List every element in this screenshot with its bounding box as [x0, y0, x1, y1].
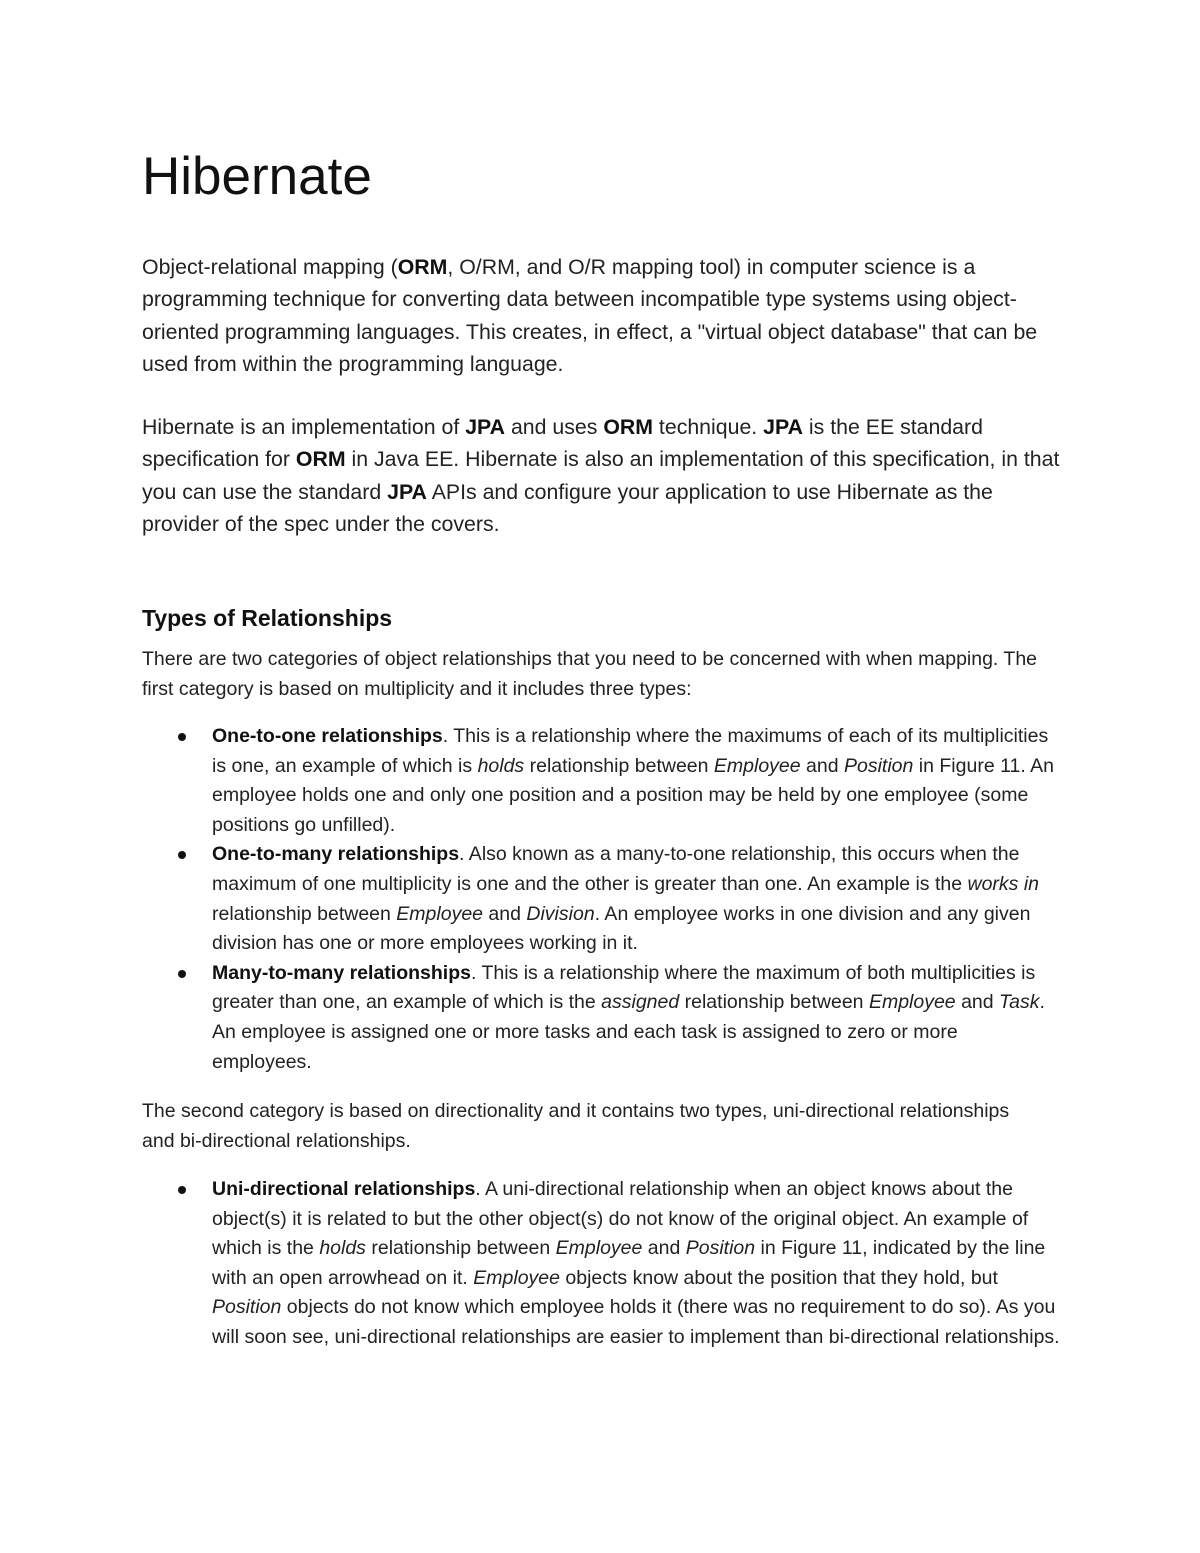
text-run: and [955, 991, 1000, 1014]
text-run: , O/RM, and O/R mapping tool) in computer science is a programming technique for converting data between incompatible type systems using object-oriented programming languages. This creates, in effect, a "virtual object database" that can be used from within the programming language. [142, 255, 1038, 376]
list-item [142, 959, 1062, 1077]
text-run: technique. [653, 415, 764, 439]
italic-term: Employee [473, 1266, 560, 1289]
multiplicity-list [142, 722, 1072, 1077]
text-run: objects know about the position that they hold, but [559, 1266, 998, 1289]
section-heading: Types of Relationships [142, 605, 393, 631]
list-item [142, 722, 1062, 840]
text-run: in Figure 11. An employee holds one and only one position and a position may be held by one employee (some positions go unfilled). [212, 754, 1054, 836]
italic-term: Employee [868, 991, 956, 1014]
bold-term: JPA [387, 479, 427, 504]
italic-term: Division [526, 902, 595, 925]
text-run: Hibernate is an implementation of [142, 415, 466, 439]
italic-term: Employee [396, 902, 484, 925]
text-run: Object-relational mapping ( [142, 255, 398, 279]
text-run: and uses [505, 415, 604, 439]
list-item-lead: Uni-directional relationships [212, 1178, 476, 1200]
text-run: relationship between [212, 902, 397, 925]
text-run: objects do not know which employee holds it (there was no requirement to do so). As you will soon see, uni-directional relationships are easier to implement than bi-directional relationships. [212, 1296, 1060, 1348]
text-run: in Java EE. Hibernate is also an implementation of this specification, in that you can use the standard [142, 447, 1060, 504]
italic-term: assigned [601, 991, 680, 1014]
bold-term: JPA [465, 415, 506, 439]
text-run: and [642, 1237, 686, 1260]
text-run: relationship between [679, 991, 869, 1014]
bold-term: ORM [603, 415, 654, 439]
list-item-lead: One-to-many relationships [212, 843, 460, 866]
bold-term: JPA [763, 415, 803, 439]
text-run: . Also known as a many-to-one relationship, this occurs when the maximum of one multiplicity is one and the other is greater than one. An example is the [212, 843, 1020, 895]
italic-term: holds [319, 1237, 366, 1260]
text-run: relationship between [524, 754, 714, 777]
italic-term: Employee [713, 754, 801, 777]
bullet-icon [178, 851, 186, 859]
text-run: relationship between [365, 1237, 556, 1260]
text-run: and [483, 902, 527, 925]
italic-term: Position [844, 754, 914, 777]
directionality-intro: The second category is based on directionality and it contains two types, uni-directional relationships and bi-directional relationships. [142, 1100, 1010, 1152]
directionality-list [142, 1175, 1072, 1353]
text-run: . A uni-directional relationship when an object knows about the object(s) it is related to but the other object(s) do not know of the original object. An example of which is the [212, 1178, 1029, 1260]
text-run: is the EE standard specification for [142, 415, 983, 472]
text-run: . An employee works in one division and any given division has one or more employees working in it. [212, 902, 1031, 955]
italic-term: Employee [555, 1237, 643, 1260]
text-run: . An employee is assigned one or more tasks and each task is assigned to zero or more employees. [212, 991, 1045, 1073]
italic-term: Task [999, 991, 1040, 1014]
text-run: in Figure 11, indicated by the line with an open arrowhead on it. [212, 1237, 1046, 1289]
jpa-paragraph [142, 411, 1062, 540]
page-title: Hibernate [142, 147, 372, 206]
italic-term: works in [967, 872, 1040, 895]
list-item-lead: One-to-one relationships [212, 725, 443, 747]
bullet-icon [178, 970, 186, 978]
bullet-icon [178, 1186, 186, 1194]
bullet-icon [178, 733, 186, 741]
text-run: and [800, 754, 844, 777]
bold-term: ORM [397, 255, 448, 279]
text-run: . This is a relationship where the maximums of each of its multiplicities is one, an example of which is [212, 725, 1049, 777]
text-run: APIs and configure your application to use Hibernate as the provider of the spec under the covers. [142, 479, 993, 536]
orm-paragraph [142, 251, 1062, 380]
italic-term: Position [685, 1237, 756, 1260]
list-item-lead: Many-to-many relationships [212, 961, 471, 984]
text-run: . This is a relationship where the maximum of both multiplicities is greater than one, an example of which is the [212, 961, 1036, 1014]
list-item [142, 840, 1062, 958]
list-item [142, 1175, 1062, 1353]
italic-term: Position [212, 1296, 282, 1319]
multiplicity-intro: There are two categories of object relationships that you need to be concerned with when mapping. The first category is based on multiplicity and it includes three types: [142, 648, 1038, 700]
bold-term: ORM [295, 447, 346, 472]
italic-term: holds [477, 754, 525, 777]
